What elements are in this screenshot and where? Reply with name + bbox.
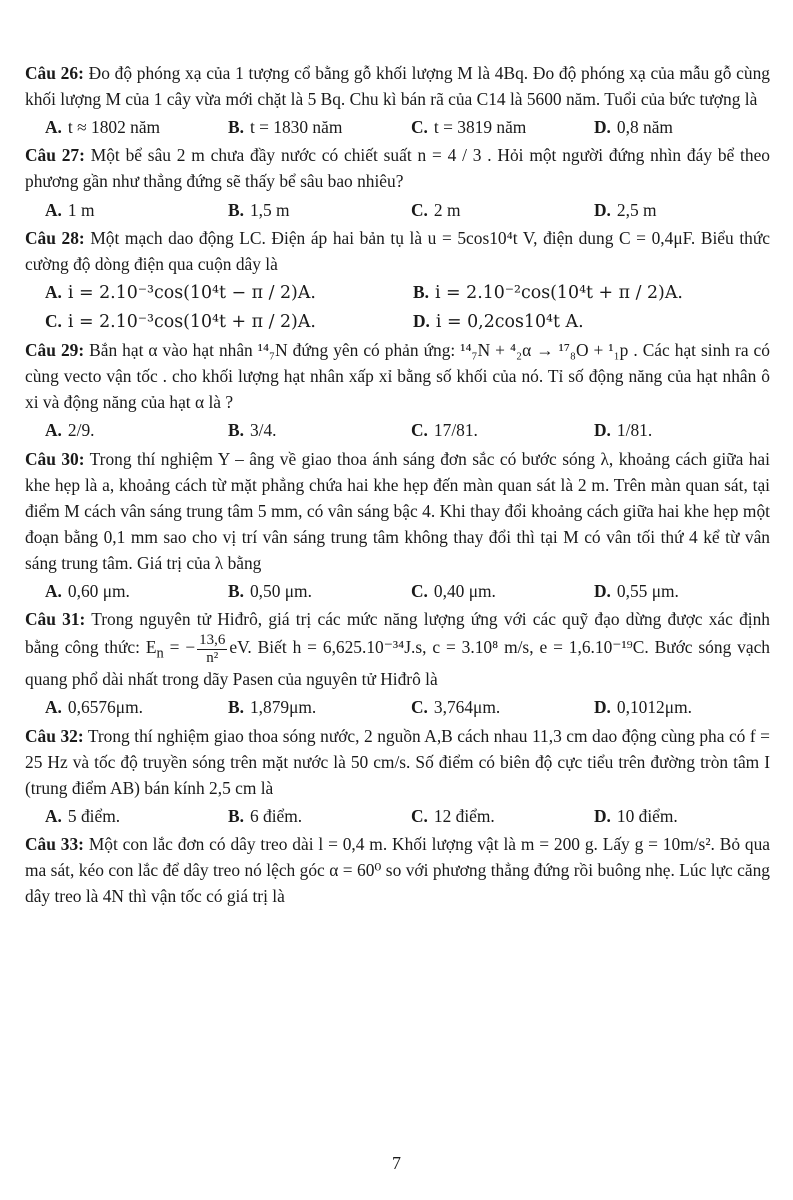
- option-b: B. 6 điểm.: [228, 805, 303, 826]
- question-text: Bắn hạt α vào hạt nhân ¹⁴₇N đứng yên có phản ứng: ¹⁴₇N + ⁴₂α → ¹⁷₈O + ¹₁p . Các hạt sinh ra có cùng vecto vận tốc . cho khối lượng hạt nhân xấp xỉ bằng số khối của nó. Tỉ số động năng của hạt nhân ô xi và động năng của hạt α là ?: [25, 340, 770, 413]
- option-a: A. i = 2.10⁻³cos(10⁴t − π / 2)A.: [45, 281, 316, 303]
- question-number: Câu 30:: [25, 448, 85, 469]
- question-text: Đo độ phóng xạ của 1 tượng cổ bằng gỗ khối lượng M là 4Bq. Đo độ phóng xạ của mẫu gỗ cùng khối lượng M của 1 cây vừa mới chặt là 5 Bq. Chu kì bán rã của C14 là 5600 năm. Tuổi của bức tượng là: [25, 63, 770, 110]
- answer-options: [25, 197, 770, 223]
- question-28: [25, 225, 770, 335]
- option-c: C. 2 m: [411, 199, 461, 220]
- option-c: C. 3,764μm.: [411, 697, 501, 718]
- question-text: Trong thí nghiệm giao thoa sóng nước, 2 nguồn A,B cách nhau 11,3 cm dao động cùng pha có f = 25 Hz và tốc độ truyền sóng trên mặt nước là 50 cm/s. Số điểm có biên độ cực tiểu trên đường tròn tâm I (trung điểm AB) bán kính 2,5 cm là: [25, 725, 770, 798]
- answer-options: [25, 694, 770, 720]
- page-number: 7: [392, 1153, 401, 1173]
- option-d: D. 10 điểm.: [594, 805, 678, 826]
- option-c: C. 0,40 μm.: [411, 581, 496, 602]
- option-b: B. 1,5 m: [228, 199, 290, 220]
- question-30: [25, 446, 770, 605]
- question-number: Câu 33:: [25, 833, 84, 854]
- option-d: D. i = 0,2cos10⁴t A.: [413, 310, 584, 332]
- option-a: A. t ≈ 1802 năm: [45, 117, 161, 138]
- option-a: A. 0,60 μm.: [45, 581, 130, 602]
- answer-options: [25, 578, 770, 604]
- question-32: [25, 723, 770, 829]
- answer-options: [25, 417, 770, 443]
- option-c: C. i = 2.10⁻³cos(10⁴t + π / 2)A.: [45, 310, 316, 332]
- question-number: Câu 31:: [25, 609, 86, 630]
- fraction-denominator: n²: [206, 649, 219, 666]
- option-a: A. 2/9.: [45, 420, 95, 441]
- answer-options-row-2: [25, 308, 770, 335]
- answer-options: [25, 114, 770, 140]
- question-number: Câu 32:: [25, 725, 84, 746]
- option-b: B. t = 1830 năm: [228, 117, 343, 138]
- option-d: D. 2,5 m: [594, 199, 657, 220]
- option-a: A. 0,6576μm.: [45, 697, 143, 718]
- answer-options: [25, 803, 770, 829]
- option-c: C. 17/81.: [411, 420, 478, 441]
- option-c: C. t = 3819 năm: [411, 117, 527, 138]
- question-26: [25, 60, 770, 140]
- question-list: [25, 60, 770, 909]
- question-number: Câu 27:: [25, 145, 85, 166]
- question-number: Câu 29:: [25, 340, 85, 361]
- option-b: B. 1,879μm.: [228, 697, 317, 718]
- question-number: Câu 26:: [25, 63, 84, 83]
- option-c: C. 12 điểm.: [411, 805, 495, 826]
- question-33: [25, 831, 770, 909]
- question-number: Câu 28:: [25, 227, 85, 248]
- question-text: Trong thí nghiệm Y – âng về giao thoa ánh sáng đơn sắc có bước sóng λ, khoảng cách giữa hai khe hẹp là a, khoảng cách từ mặt phẳng chứa hai khe hẹp đến màn quan sát là 2 m. Trên màn quan sát, tại điểm M cách vân sáng trung tâm 5 mm, có vân sáng bậc 4. Khi thay đổi khoảng cách giữa hai khe hẹp một đoạn bằng 0,1 mm sao cho vị trí vân sáng trung tâm không thay đổi thì tại M có vân tối thứ 4 kể từ vân sáng trung tâm. Giá trị của λ bằng: [25, 448, 770, 573]
- option-b: B. i = 2.10⁻²cos(10⁴t + π / 2)A.: [413, 281, 683, 303]
- option-a: A. 5 điểm.: [45, 805, 121, 826]
- option-d: D. 0,8 năm: [594, 117, 673, 138]
- energy-fraction: [197, 632, 227, 666]
- energy-subscript: n: [156, 645, 164, 662]
- question-text-continued: eV. Biết h = 6,625.10⁻³⁴J.s, c = 3.10⁸ m/s, e = 1,6.10⁻¹⁹C. Bước sóng vạch quang phổ dài nhất trong dãy Pasen của nguyên tử Hiđrô là: [25, 637, 770, 690]
- question-text: Một mạch dao động LC. Điện áp hai bản tụ là u = 5cos10⁴t V, điện dung C = 0,4μF. Biểu thức cường độ dòng điện qua cuộn dây là: [25, 227, 770, 274]
- option-b: B. 0,50 μm.: [228, 581, 312, 602]
- option-d: D. 0,55 μm.: [594, 581, 679, 602]
- question-text: Một con lắc đơn có dây treo dài l = 0,4 m. Khối lượng vật là m = 200 g. Lấy g = 10m/s². Bỏ qua ma sát, kéo con lắc để dây treo nó lệch góc α = 60⁰ so với phương thẳng đứng rồi buông nhẹ. Lúc lực căng dây treo là 4N thì vận tốc có giá trị là: [25, 833, 770, 907]
- option-b: B. 3/4.: [228, 420, 277, 441]
- option-a: A. 1 m: [45, 199, 95, 220]
- equation-sign: = −: [163, 637, 196, 658]
- question-27: [25, 142, 770, 222]
- question-31: [25, 606, 770, 720]
- fraction-numerator: 13,6: [199, 632, 226, 649]
- answer-options-row-1: [25, 279, 770, 306]
- option-d: D. 0,1012μm.: [594, 697, 692, 718]
- question-29: [25, 337, 770, 443]
- question-text: Trong nguyên tử Hiđrô, giá trị các mức năng lượng ứng với các quỹ đạo dừng được xác định bằng công thức: E: [25, 609, 770, 658]
- option-d: D. 1/81.: [594, 420, 653, 441]
- question-text: Một bể sâu 2 m chưa đầy nước có chiết suất n = 4 / 3 . Hỏi một người đứng nhìn đáy bể theo phương gần như thẳng đứng sẽ thấy bể sâu bao nhiêu?: [25, 145, 771, 192]
